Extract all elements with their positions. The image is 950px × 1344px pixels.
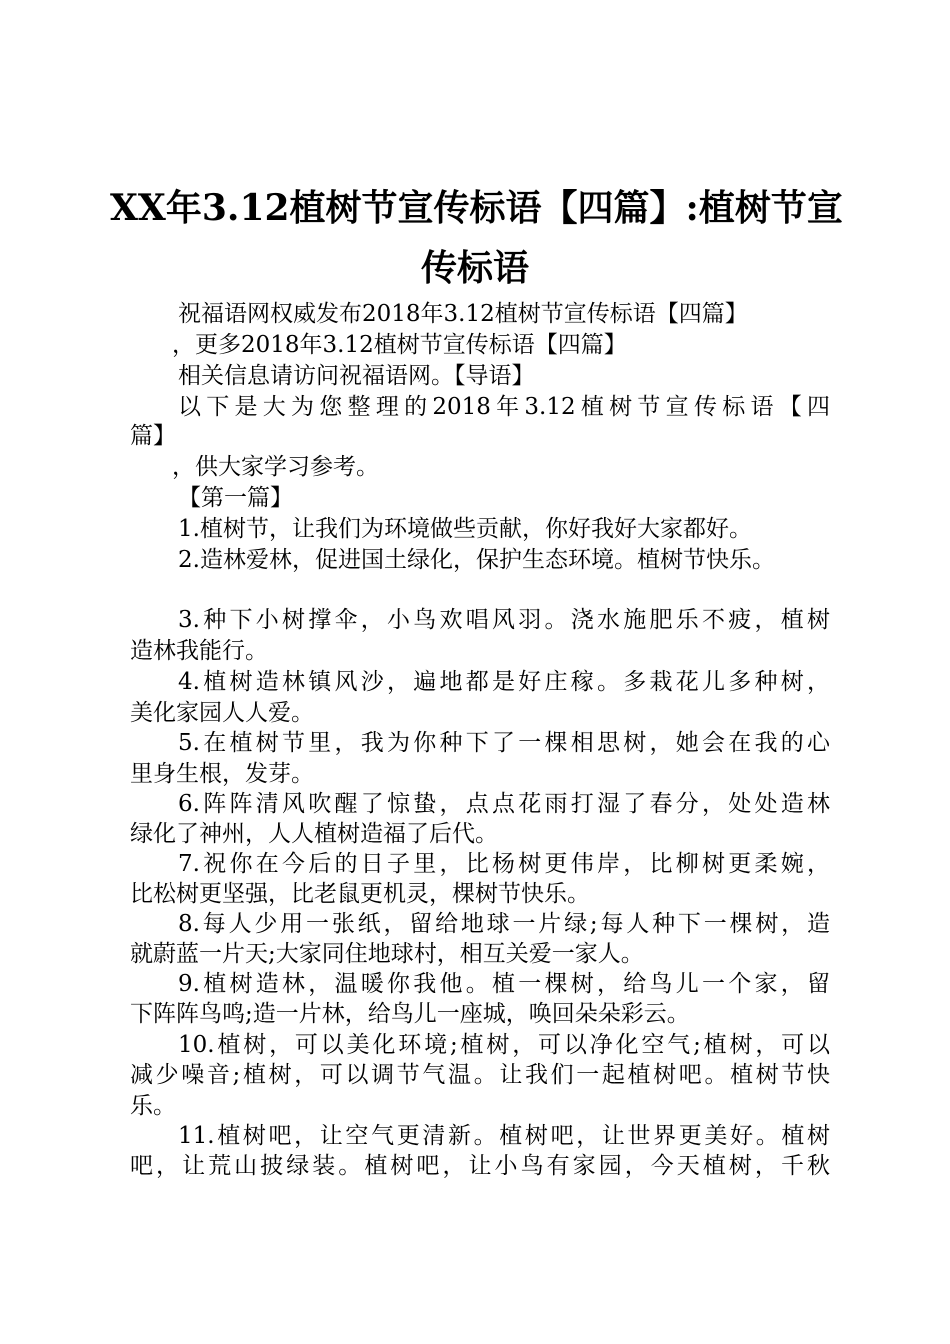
intro-line: 以下是大为您整理的2018年3.12植树节宣传标语【四 xyxy=(178,394,830,420)
slogan-line: 里身生根，发芽。 xyxy=(130,761,314,787)
slogan-line: 绿化了神州，人人植树造福了后代。 xyxy=(130,821,498,847)
slogan-line: 9.植树造林，温暖你我他。植一棵树，给鸟儿一个家，留 xyxy=(178,971,830,997)
intro-line: 相关信息请访问祝福语网。【导语】 xyxy=(178,363,535,389)
slogan-line: 2.造林爱林，促进国土绿化，保护生态环境。植树节快乐。 xyxy=(178,547,775,573)
slogan-line: 5.在植树节里，我为你种下了一棵相思树，她会在我的心 xyxy=(178,730,830,756)
slogan-line: 下阵阵鸟鸣;造一片林，给鸟儿一座城，唤回朵朵彩云。 xyxy=(130,1001,690,1027)
slogan-line: 比松树更坚强，比老鼠更机灵，棵树节快乐。 xyxy=(130,881,590,907)
document-title-line-2: 传标语 xyxy=(420,247,529,289)
slogan-line: 吧，让荒山披绿装。植树吧，让小鸟有家园，今天植树，千秋 xyxy=(130,1153,830,1179)
slogan-line: 1.植树节，让我们为环境做些贡献，你好我好大家都好。 xyxy=(178,516,752,542)
slogan-line: 4.植树造林镇风沙，遍地都是好庄稼。多栽花儿多种树， xyxy=(178,669,830,695)
intro-line: ，供大家学习参考。 xyxy=(172,454,379,480)
section-heading: 【第一篇】 xyxy=(178,485,293,511)
slogan-line: 6.阵阵清风吹醒了惊蛰，点点花雨打湿了春分，处处造林 xyxy=(178,791,830,817)
document-title-line-1: XX年3.12植树节宣传标语【四篇】:植树节宣 xyxy=(110,187,843,229)
slogan-line: 7.祝你在今后的日子里，比杨树更伟岸，比柳树更柔婉， xyxy=(178,851,830,877)
intro-line: ，更多2018年3.12植树节宣传标语【四篇】 xyxy=(172,332,627,358)
slogan-line: 3.种下小树撑伞，小鸟欢唱风羽。浇水施肥乐不疲，植树 xyxy=(178,607,830,633)
slogan-line: 造林我能行。 xyxy=(130,638,268,664)
slogan-line: 8.每人少用一张纸，留给地球一片绿;每人种下一棵树，造 xyxy=(178,911,830,937)
slogan-line: 11.植树吧，让空气更清新。植树吧，让世界更美好。植树 xyxy=(178,1123,830,1149)
slogan-line: 美化家园人人爱。 xyxy=(130,700,314,726)
intro-line: 篇】 xyxy=(130,423,176,449)
slogan-line: 乐。 xyxy=(130,1093,176,1119)
intro-line: 祝福语网权威发布2018年3.12植树节宣传标语【四篇】 xyxy=(178,301,748,327)
slogan-line: 10.植树，可以美化环境;植树，可以净化空气;植树，可以 xyxy=(178,1032,830,1058)
slogan-line: 减少噪音;植树，可以调节气温。让我们一起植树吧。植树节快 xyxy=(130,1062,830,1088)
slogan-line: 就蔚蓝一片天;大家同住地球村，相互关爱一家人。 xyxy=(130,941,644,967)
